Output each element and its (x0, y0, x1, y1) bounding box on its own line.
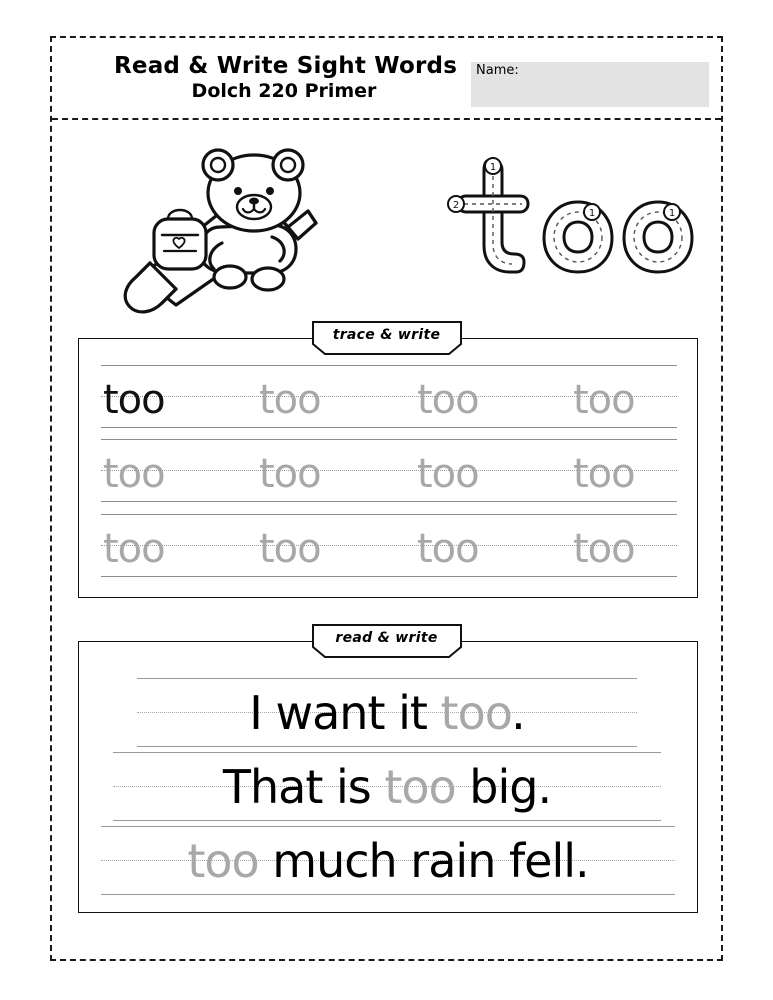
illustration-area (62, 126, 722, 321)
svg-text:1: 1 (489, 162, 497, 173)
sentence-text-3 (101, 828, 675, 894)
word-slot: too (259, 451, 321, 497)
rule-line-top (101, 439, 677, 440)
rule-line-bottom (113, 820, 661, 821)
rule-line-top (101, 826, 675, 827)
word-slot: too (259, 526, 321, 572)
sentence-text-1 (137, 680, 637, 746)
trace-and-write-section (78, 338, 698, 598)
word-slot: too (417, 377, 479, 423)
word-slot: too (573, 377, 635, 423)
rule-line-bottom (101, 427, 677, 428)
rule-line-bottom (137, 746, 637, 747)
sentence-text-2 (113, 754, 661, 820)
sentence-suffix: big. (455, 760, 552, 814)
sentence-blank-word: too (384, 760, 456, 814)
rule-line-bottom (101, 894, 675, 895)
sentence-blank-word: too (440, 686, 512, 740)
read-and-write-section (78, 641, 698, 913)
rule-line-top (101, 365, 677, 366)
sentence-suffix: much rain fell. (258, 834, 589, 888)
svg-text:2: 2 (452, 200, 460, 211)
teddy-bear-icon (102, 131, 362, 326)
sentence-blank-word: too (187, 834, 259, 888)
sentence-row-3[interactable] (101, 826, 675, 898)
sentence-row-1[interactable] (137, 678, 637, 750)
rule-line-bottom (101, 576, 677, 577)
rule-line-top (137, 678, 637, 679)
trace-row-2[interactable] (101, 439, 677, 501)
trace-row-3[interactable] (101, 514, 677, 576)
trace-row-1[interactable] (101, 365, 677, 427)
name-label: Name: (476, 63, 519, 78)
sentence-suffix: . (511, 686, 525, 740)
sentence-prefix: That is (222, 760, 385, 814)
rule-line-top (113, 752, 661, 753)
sentence-row-2[interactable] (113, 752, 661, 824)
word-slot: too (103, 451, 165, 497)
read-and-write-banner (299, 623, 475, 659)
trace-banner-label: trace & write (332, 327, 441, 343)
word-slot: too (573, 526, 635, 572)
rule-line-top (101, 514, 677, 515)
trace-and-write-banner (299, 320, 475, 356)
worksheet-page (50, 36, 723, 961)
worksheet-header (52, 38, 721, 120)
featured-word-graphic (432, 146, 712, 301)
word-slot: too (259, 377, 321, 423)
svg-text:1: 1 (588, 208, 596, 219)
rule-line-bottom (101, 501, 677, 502)
word-slot: too (417, 451, 479, 497)
word-slot: too (103, 377, 165, 423)
word-slot: too (103, 526, 165, 572)
word-slot: too (417, 526, 479, 572)
svg-text:1: 1 (668, 208, 676, 219)
word-slot: too (573, 451, 635, 497)
title-line-2: Dolch 220 Primer (191, 80, 377, 102)
title-line-1: Read & Write Sight Words (114, 53, 458, 79)
page-title (114, 52, 458, 103)
sentence-prefix: I want it (249, 686, 441, 740)
read-banner-label: read & write (335, 630, 438, 646)
